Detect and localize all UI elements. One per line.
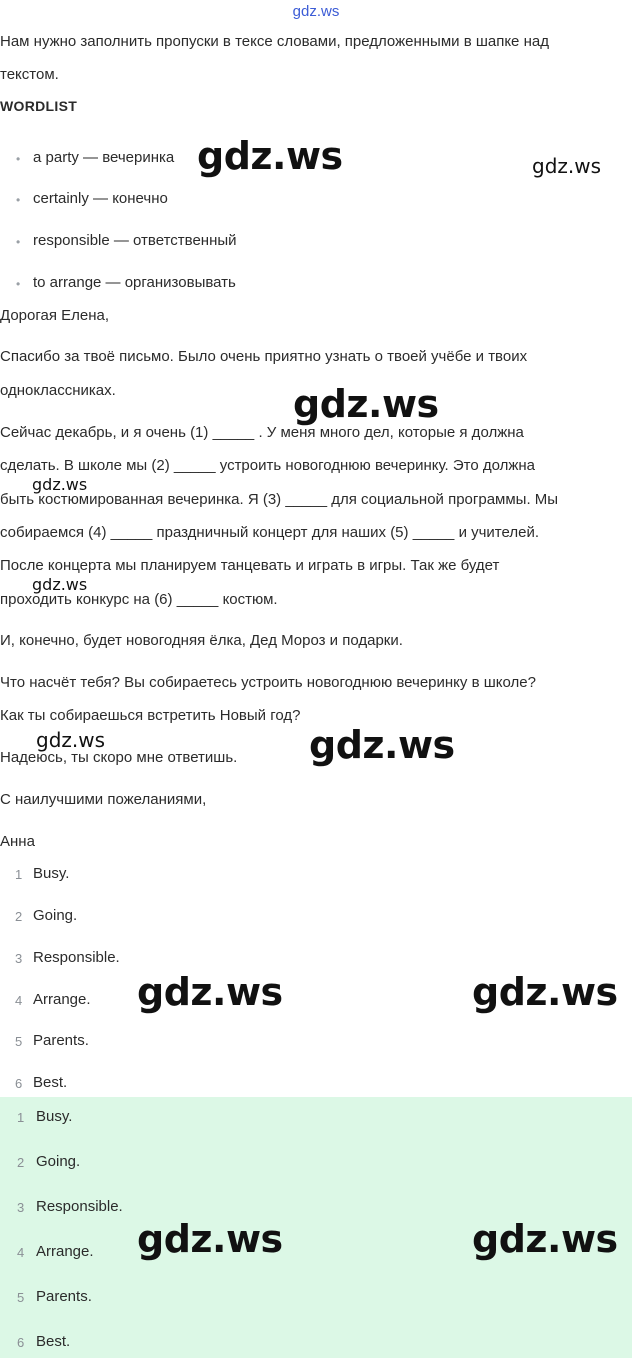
letter-line: собираемся (4) _____ праздничный концерт для наших (5) _____ и учителей. [0,524,539,541]
letter-line: Дорогая Елена, [0,307,110,324]
answer-text: Arrange. [33,991,91,1008]
highlighted-answer-text: Responsible. [36,1198,123,1215]
watermark: gdz.ws [293,382,439,426]
highlighted-answer-number: 2 [17,1155,25,1170]
highlighted-answer-number: 6 [17,1335,25,1350]
letter-line: Как ты собираешься встретить Новый год? [0,707,301,724]
letter-line: сделать. В школе мы (2) _____ устроить новогоднюю вечеринку. Это должна [0,457,536,474]
site-header-link[interactable]: gdz.ws [292,3,340,20]
answer-text: Parents. [33,1032,89,1049]
watermark: gdz.ws [472,970,618,1014]
letter-line: Надеюсь, ты скоро мне ответишь. [0,749,238,766]
letter-line: С наилучшими пожеланиями, [0,791,207,808]
letter-line: одноклассниках. [0,382,116,399]
letter-line: проходить конкурс на (6) _____ костюм. [0,591,278,608]
watermark: gdz.ws [137,1217,283,1261]
watermark: gdz.ws [137,970,283,1014]
answer-number: 6 [15,1076,23,1091]
highlighted-answer-text: Arrange. [36,1243,94,1260]
highlighted-answer-number: 4 [17,1245,25,1260]
bullet-icon: • [16,193,21,207]
intro-line: Нам нужно заполнить пропуски в тексе словами, предложенными в шапке над [0,33,549,50]
answer-number: 3 [15,951,23,966]
answer-number: 2 [15,909,23,924]
intro-line: текстом. [0,66,59,83]
answer-text: Busy. [33,865,70,882]
answer-number: 1 [15,867,23,882]
highlighted-answer-text: Parents. [36,1288,92,1305]
answer-number: 5 [15,1034,23,1049]
wordlist-heading: WORDLIST [0,98,78,114]
highlighted-answer-number: 1 [17,1110,25,1125]
highlighted-answer-text: Going. [36,1153,81,1170]
letter-line: Что насчёт тебя? Вы собираетесь устроить новогоднюю вечеринку в школе? [0,674,536,691]
letter-line: Анна [0,833,35,850]
answer-number: 4 [15,993,23,1008]
answer-text: Responsible. [33,949,120,966]
bullet-icon: • [16,235,21,249]
highlighted-answer-text: Busy. [36,1108,73,1125]
watermark: gdz.ws [197,134,343,178]
watermark: gdz.ws [32,575,88,594]
letter-line: Спасибо за твоё письмо. Было очень приятно узнать о твоей учёбе и твоих [0,348,528,365]
bullet-icon: • [16,152,21,166]
watermark: gdz.ws [36,728,106,752]
wordlist-item: responsible — ответственный [33,232,237,249]
wordlist-item: to arrange — организовывать [33,274,236,291]
letter-line: После концерта мы планируем танцевать и играть в игры. Так же будет [0,557,500,574]
letter-line: И, конечно, будет новогодняя ёлка, Дед Мороз и подарки. [0,632,403,649]
letter-line: Сейчас декабрь, и я очень (1) _____ . У меня много дел, которые я должна [0,424,524,441]
watermark: gdz.ws [472,1217,618,1261]
highlighted-answer-number: 5 [17,1290,25,1305]
letter-line: быть костюмированная вечеринка. Я (3) _____ для социальной программы. Мы [0,491,559,508]
wordlist-item: certainly — конечно [33,190,168,207]
highlighted-answer-number: 3 [17,1200,25,1215]
wordlist-item: a party — вечеринка [33,149,175,166]
answer-text: Best. [33,1074,68,1091]
bullet-icon: • [16,277,21,291]
watermark: gdz.ws [309,723,455,767]
watermark: gdz.ws [532,154,602,178]
watermark: gdz.ws [32,475,88,494]
highlighted-answer-text: Best. [36,1333,71,1350]
answer-text: Going. [33,907,78,924]
